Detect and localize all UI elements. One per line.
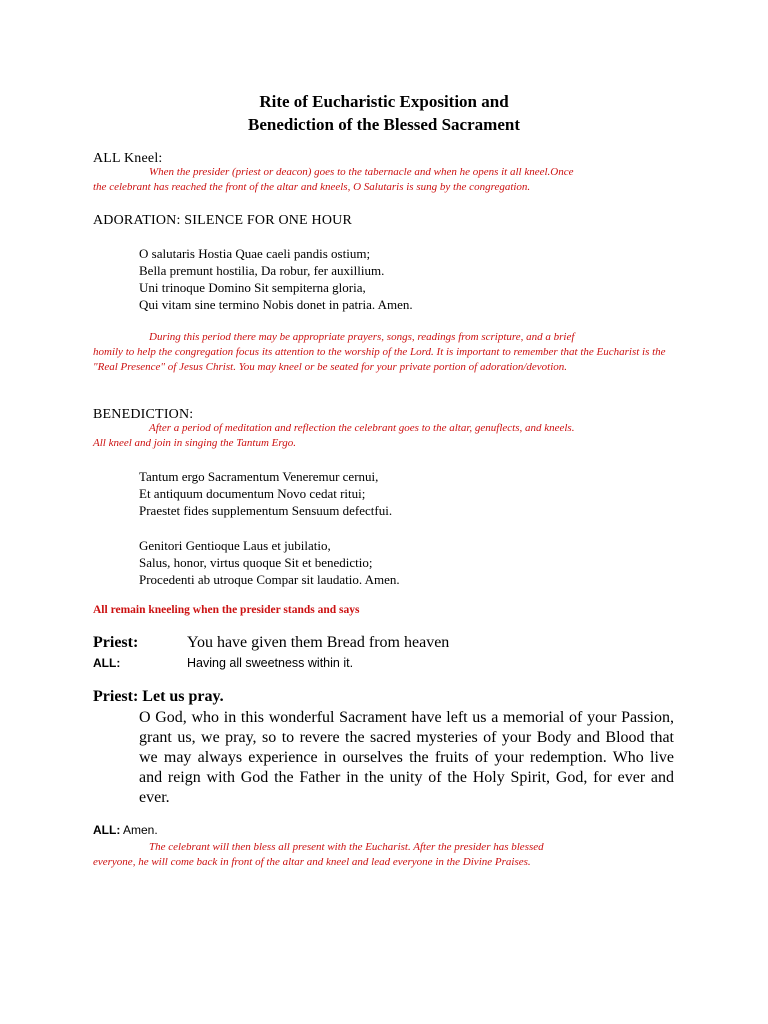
- adoration-note: [93, 330, 683, 375]
- verse-line: Et antiquum documentum Novo cedat ritui;: [139, 486, 366, 501]
- verse-line: Praestet fides supplementum Sensuum defectfui.: [139, 503, 393, 518]
- closing-prayer: O God, who in this wonderful Sacrament have left us a memorial of your Passion, grant us, we pray, so to revere the sacred mysteries of your Body and Blood that we may always experience in ourselves the fruits of your redemption. Who live and reign with God the Father in the unity of the Holy Spirit, God, for ever and ever.: [139, 709, 674, 806]
- document-title: [0, 90, 768, 136]
- priest-text: You have given them Bread from heaven: [187, 634, 450, 651]
- kneel-note-line-1: When the presider (priest or deacon) goes to the tabernacle and when he opens it all kneel.Once: [149, 166, 574, 178]
- all-label: ALL:: [93, 656, 121, 670]
- verse-line: Genitori Gentioque Laus et jubilatio,: [139, 538, 331, 553]
- verse-line: Salus, honor, virtus quoque Sit et benedictio;: [139, 555, 373, 570]
- benediction-note: [93, 421, 683, 451]
- benediction-note-line-1: After a period of meditation and reflection the celebrant goes to the altar, genuflects, and kneels.: [149, 422, 575, 434]
- adoration-note-line-1: During this period there may be appropriate prayers, songs, readings from scripture, and a brief: [149, 331, 575, 343]
- kneel-note-rest: the celebrant has reached the front of the altar and kneels, O Salutaris is sung by the congregation.: [93, 181, 531, 193]
- verse-line: Tantum ergo Sacramentum Veneremur cernui,: [139, 469, 379, 484]
- final-note-rest: everyone, he will come back in front of the altar and kneel and lead everyone in the Divine Praises.: [93, 856, 531, 868]
- final-note-line-1: The celebrant will then bless all present with the Eucharist. After the presider has blessed: [149, 841, 544, 853]
- verse-line: O salutaris Hostia Quae caeli pandis ostium;: [139, 246, 371, 261]
- tantum-ergo-verse-1: [139, 468, 392, 519]
- final-note: [93, 840, 683, 870]
- all-amen: [93, 823, 158, 837]
- amen-text: Amen.: [120, 823, 158, 837]
- tantum-ergo-verse-2: [139, 537, 400, 588]
- priest-label: Priest:: [93, 634, 139, 651]
- title-line-2: Benediction of the Blessed Sacrament: [248, 115, 520, 134]
- adoration-heading: ADORATION: SILENCE FOR ONE HOUR: [93, 213, 352, 228]
- o-salutaris-verse: [139, 245, 413, 313]
- kneel-heading: ALL Kneel:: [93, 151, 163, 166]
- benediction-heading: BENEDICTION:: [93, 407, 194, 422]
- adoration-note-rest: homily to help the congregation focus its attention to the worship of the Lord. It is important to remember that the Eucharist is the "Real Presence" of Jesus Christ. You may kneel or be seated for your private portion of adoration/devotion.: [93, 346, 666, 373]
- all-response: Having all sweetness within it.: [187, 656, 354, 670]
- verse-line: Uni trinoque Domino Sit sempiterna gloria,: [139, 280, 366, 295]
- kneel-note: [93, 165, 683, 195]
- benediction-note-rest: All kneel and join in singing the Tantum Ergo.: [93, 437, 296, 449]
- remain-kneeling-note: All remain kneeling when the presider stands and says: [93, 604, 360, 616]
- title-line-1: Rite of Eucharistic Exposition and: [259, 92, 509, 111]
- verse-line: Procedenti ab utroque Compar sit laudatio. Amen.: [139, 572, 400, 587]
- verse-line: Qui vitam sine termino Nobis donet in patria. Amen.: [139, 297, 413, 312]
- prayer-heading: Priest: Let us pray.: [93, 688, 224, 705]
- all-amen-label: ALL:: [93, 823, 121, 837]
- verse-line: Bella premunt hostilia, Da robur, fer auxillium.: [139, 263, 385, 278]
